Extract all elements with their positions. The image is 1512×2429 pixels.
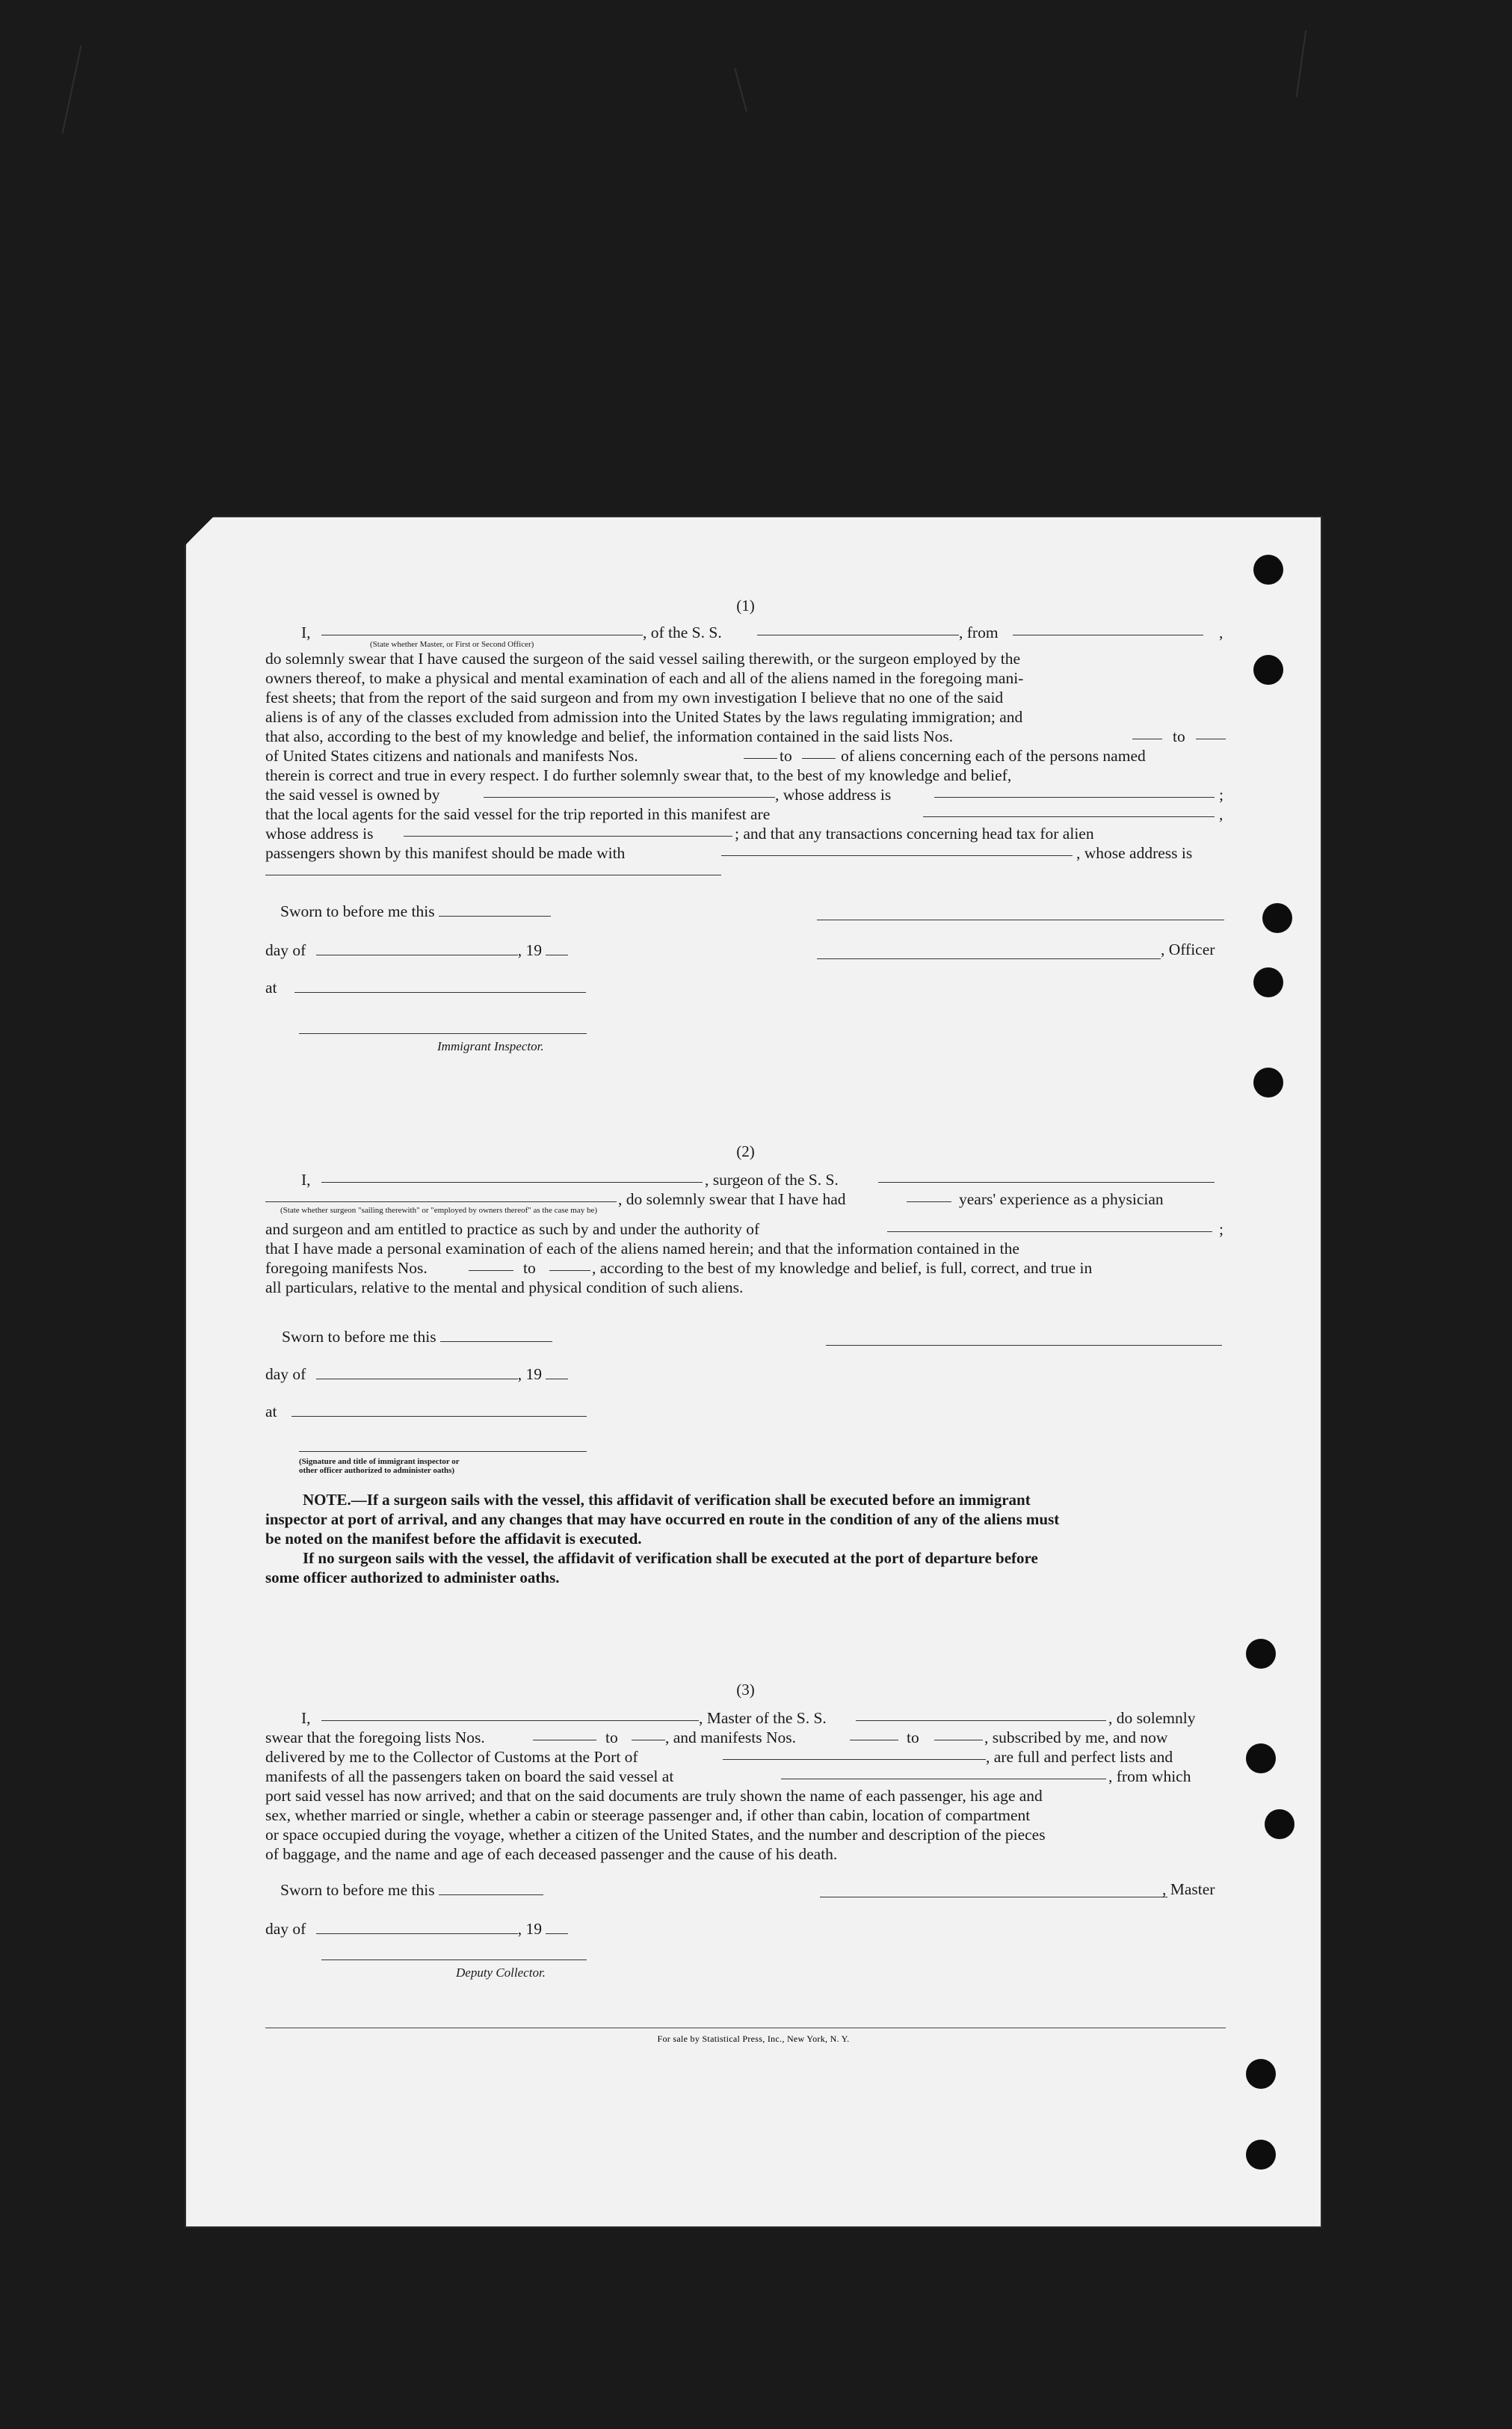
manifests-nos-line — [265, 746, 1226, 766]
place-field[interactable] — [291, 1404, 587, 1417]
vessel-name-field[interactable] — [757, 623, 959, 635]
film-scratch — [1296, 30, 1307, 96]
collector-label: delivered by me to the Collector of Customs at the Port of — [265, 1748, 638, 1766]
day-of-line — [265, 1364, 568, 1384]
comma: , — [1219, 624, 1224, 641]
to-label: to — [907, 1728, 919, 1746]
head-tax-payee-field[interactable] — [721, 843, 1073, 856]
month-field[interactable] — [316, 943, 518, 955]
sworn-label: Sworn to before me this — [282, 1328, 436, 1346]
body-line: of baggage, and the name and age of each deceased passenger and the cause of his death. — [265, 1845, 838, 1863]
sworn-label: Sworn to before me this — [280, 1881, 435, 1899]
manifests-label: , and manifests Nos. — [665, 1728, 796, 1746]
subscribed-text: , subscribed by me, and now — [984, 1728, 1168, 1746]
manifests-from-field[interactable] — [850, 1728, 898, 1740]
manifests-line — [265, 1258, 1226, 1278]
punch-hole — [1253, 967, 1283, 997]
lists-from-field[interactable] — [533, 1728, 596, 1740]
punch-hole — [1253, 555, 1283, 585]
of-ss-label: , of the S. S. — [643, 624, 722, 641]
surgeon-name-field[interactable] — [321, 1170, 703, 1183]
body-line: therein is correct and true in every respect. I do further solemnly swear that, to the best of my knowledge and belief, — [265, 766, 1012, 784]
note-text: some officer authorized to administer oaths. — [265, 1568, 560, 1586]
years-label: years' experience as a physician — [959, 1190, 1164, 1208]
manifests-from-field[interactable] — [469, 1258, 513, 1271]
inspector-label: Immigrant Inspector. — [437, 1039, 544, 1053]
pronoun-i: I, — [301, 624, 311, 641]
punch-hole — [1246, 2059, 1276, 2089]
sworn-day-field[interactable] — [439, 1882, 543, 1895]
sworn-line — [282, 1327, 552, 1346]
punch-hole — [1246, 2140, 1276, 2170]
surgeon-signature-line[interactable] — [826, 1345, 1222, 1346]
sworn-block-1 — [265, 902, 1226, 1074]
punch-hole — [1262, 903, 1292, 933]
page-corner-fold — [185, 516, 215, 546]
sworn-block-2 — [265, 1327, 1226, 1484]
owned-by-label: the said vessel is owned by — [265, 786, 440, 804]
body-line: owners thereof, to make a physical and mental examination of each and all of the aliens named in the foregoing mani- — [265, 669, 1024, 687]
body-line: fest sheets; that from the report of the said surgeon and from my own investigation I believe that no one of the said — [265, 689, 1004, 706]
to-label: to — [780, 747, 792, 765]
section-1 — [265, 597, 1226, 1074]
punch-hole — [1253, 1068, 1283, 1097]
address-label: whose address is — [265, 825, 374, 843]
passengers-line — [265, 843, 1226, 863]
body-line: all particulars, relative to the mental and physical condition of such aliens. — [265, 1278, 744, 1296]
signature-note: (Signature and title of immigrant inspector or — [299, 1457, 460, 1466]
day-of-line — [265, 940, 568, 960]
owner-address-field[interactable] — [934, 785, 1215, 798]
note-text: be noted on the manifest before the affidavit is executed. — [265, 1530, 642, 1548]
comma: , — [1219, 805, 1224, 823]
day-of-label: day of — [265, 1920, 306, 1938]
body-line: port said vessel has now arrived; and that on the said documents are truly shown the name of each passenger, his age and — [265, 1787, 1043, 1805]
year-field[interactable] — [546, 943, 568, 955]
agents-address-field[interactable] — [404, 824, 732, 837]
note-text: —If a surgeon sails with the vessel, this affidavit of verification shall be executed before an immigrant — [351, 1491, 1031, 1509]
embarkation-port-field[interactable] — [781, 1767, 1106, 1779]
manifests-label: foregoing manifests Nos. — [265, 1259, 428, 1277]
master-name-field[interactable] — [321, 1708, 699, 1721]
punch-hole — [1265, 1809, 1295, 1839]
month-field[interactable] — [316, 1921, 518, 1934]
at-line — [265, 978, 586, 997]
surgeon-status-field[interactable] — [265, 1189, 617, 1202]
practice-label: and surgeon and am entitled to practice as such by and under the authority of — [265, 1220, 760, 1238]
manifest-affidavit-page — [185, 516, 1322, 2228]
lists-from-field[interactable] — [1132, 727, 1162, 739]
from-label: , from — [959, 624, 999, 641]
lists-nos-label: that also, according to the best of my knowledge and belief, the information contained in the said lists Nos. — [265, 727, 954, 745]
collector-line — [265, 1747, 1226, 1767]
section-number: (3) — [736, 1681, 755, 1699]
master-line — [265, 1708, 1226, 1728]
sworn-line — [280, 902, 551, 921]
agents-field[interactable] — [923, 804, 1215, 817]
body-line: or space occupied during the voyage, whether a citizen of the United States, and the number and description of the pieces — [265, 1826, 1046, 1844]
officer-label: , Officer — [1161, 940, 1215, 958]
film-scratch — [62, 46, 82, 134]
surgeon-status-note: (State whether surgeon "sailing therewith" or "employed by owners thereof" as the case may be) — [280, 1206, 598, 1215]
day-of-label: day of — [265, 1365, 306, 1383]
manifests-post-text: , according to the best of my knowledge and belief, is full, correct, and true in — [592, 1259, 1093, 1277]
master-line — [265, 623, 1226, 642]
passengers-label: passengers shown by this manifest should be made with — [265, 844, 626, 862]
vessel-name-field[interactable] — [856, 1708, 1106, 1721]
agents-label: that the local agents for the said vessel for the trip reported in this manifest are — [265, 805, 771, 823]
surgeon-line — [265, 1170, 1226, 1189]
manifests-to-field[interactable] — [802, 746, 836, 759]
section-3 — [265, 1681, 1226, 1992]
pronoun-i: I, — [301, 1171, 311, 1189]
body-line: aliens is of any of the classes excluded from admission into the United States by the laws regulating immigration; and — [265, 708, 1023, 726]
sworn-label: Sworn to before me this — [280, 902, 435, 920]
lists-text: , are full and perfect lists and — [986, 1748, 1173, 1766]
master-rank-note: (State whether Master, or First or Second Officer) — [370, 640, 534, 649]
payee-address-field[interactable] — [265, 863, 721, 875]
owner-field[interactable] — [484, 785, 775, 798]
body-line: do solemnly swear that I have caused the surgeon of the said vessel sailing therewith, or the surgeon employed by the — [265, 650, 1021, 668]
solemnly-label: , do solemnly — [1108, 1709, 1196, 1727]
to-label: to — [1173, 727, 1185, 745]
officer-signature-line[interactable] — [299, 1451, 587, 1452]
place-field[interactable] — [294, 980, 586, 993]
note-text: inspector at port of arrival, and any changes that may have occurred en route in the condition of any of the aliens must — [265, 1510, 1060, 1528]
inspector-signature-line[interactable] — [299, 1033, 587, 1034]
punch-hole — [1246, 1743, 1276, 1773]
port-field[interactable] — [723, 1747, 986, 1760]
practice-line — [265, 1219, 1226, 1239]
master-ss-label: , Master of the S. S. — [699, 1709, 827, 1727]
note-text: If no surgeon sails with the vessel, the affidavit of verification shall be executed at the port of departure before — [303, 1549, 1038, 1567]
lists-nos-line — [265, 727, 1226, 746]
master-label: , Master — [1162, 1880, 1215, 1898]
owned-by-line — [265, 785, 1226, 804]
master-name-field[interactable] — [321, 623, 643, 635]
head-tax-text: ; and that any transactions concerning head tax for alien — [735, 825, 1094, 843]
sworn-line — [280, 1880, 543, 1900]
sworn-day-field[interactable] — [439, 904, 551, 917]
at-label: at — [265, 1403, 277, 1420]
section-2 — [265, 1142, 1226, 1587]
year-label: , 19 — [517, 941, 542, 959]
lists-line — [265, 1728, 1226, 1747]
note-label: NOTE. — [303, 1491, 351, 1509]
to-label: to — [605, 1728, 618, 1746]
years-field[interactable] — [907, 1189, 951, 1202]
note-paragraph — [265, 1490, 1226, 1509]
deputy-signature-line[interactable] — [321, 1959, 587, 1960]
day-of-label: day of — [265, 941, 306, 959]
punch-hole — [1253, 655, 1283, 685]
manifests-to-field[interactable] — [549, 1258, 590, 1271]
month-field[interactable] — [316, 1367, 518, 1379]
pronoun-i: I, — [301, 1709, 311, 1727]
manifests-post-text: of aliens concerning each of the persons named — [841, 747, 1146, 765]
year-field[interactable] — [546, 1921, 568, 1934]
semicolon: ; — [1219, 1220, 1224, 1238]
signature-note: other officer authorized to administer oaths) — [299, 1466, 455, 1475]
address-label: , whose address is — [775, 786, 892, 804]
manifests-to-field[interactable] — [934, 1728, 983, 1740]
vessel-name-field[interactable] — [878, 1170, 1215, 1183]
swear-text: , do solemnly swear that I have had — [618, 1190, 846, 1208]
officer-signature-line[interactable] — [817, 958, 1161, 959]
deputy-collector-label: Deputy Collector. — [456, 1965, 546, 1980]
to-label: to — [523, 1259, 536, 1277]
manifests-from-field[interactable] — [744, 746, 777, 759]
body-line: sex, whether married or single, whether a cabin or steerage passenger and, if other than cabin, location of compartment — [265, 1806, 1031, 1824]
section-number: (1) — [736, 597, 755, 615]
at-line — [265, 1402, 587, 1421]
agents-line — [265, 804, 1226, 824]
day-of-line — [265, 1919, 568, 1939]
authority-field[interactable] — [887, 1219, 1212, 1232]
film-scratch — [734, 68, 747, 111]
at-label: at — [265, 979, 277, 997]
address-label: , whose address is — [1076, 844, 1193, 862]
manifests-label: of United States citizens and nationals and manifests Nos. — [265, 747, 638, 765]
experience-line — [265, 1189, 1226, 1209]
body-line: that I have made a personal examination of each of the aliens named herein; and that the information contained in the — [265, 1240, 1019, 1257]
printer-imprint: For sale by Statistical Press, Inc., New York, N. Y. — [657, 2034, 850, 2044]
agents-address-line — [265, 824, 1226, 843]
sworn-day-field[interactable] — [440, 1329, 552, 1342]
embarkation-line — [265, 1767, 1226, 1786]
lists-to-field[interactable] — [1196, 727, 1226, 739]
year-label: , 19 — [517, 1365, 542, 1383]
year-label: , 19 — [517, 1920, 542, 1938]
punch-hole — [1246, 1639, 1276, 1669]
from-which-text: , from which — [1108, 1767, 1191, 1785]
semicolon: ; — [1219, 786, 1224, 804]
embarkation-label: manifests of all the passengers taken on board the said vessel at — [265, 1767, 674, 1785]
year-field[interactable] — [546, 1367, 568, 1379]
lists-to-field[interactable] — [632, 1728, 665, 1740]
surgeon-ss-label: , surgeon of the S. S. — [705, 1171, 839, 1189]
departure-port-field[interactable] — [1013, 623, 1203, 635]
section-number: (2) — [736, 1142, 755, 1160]
payee-address-line — [265, 863, 1226, 882]
lists-label: swear that the foregoing lists Nos. — [265, 1728, 485, 1746]
sworn-block-3 — [265, 1880, 1226, 1992]
